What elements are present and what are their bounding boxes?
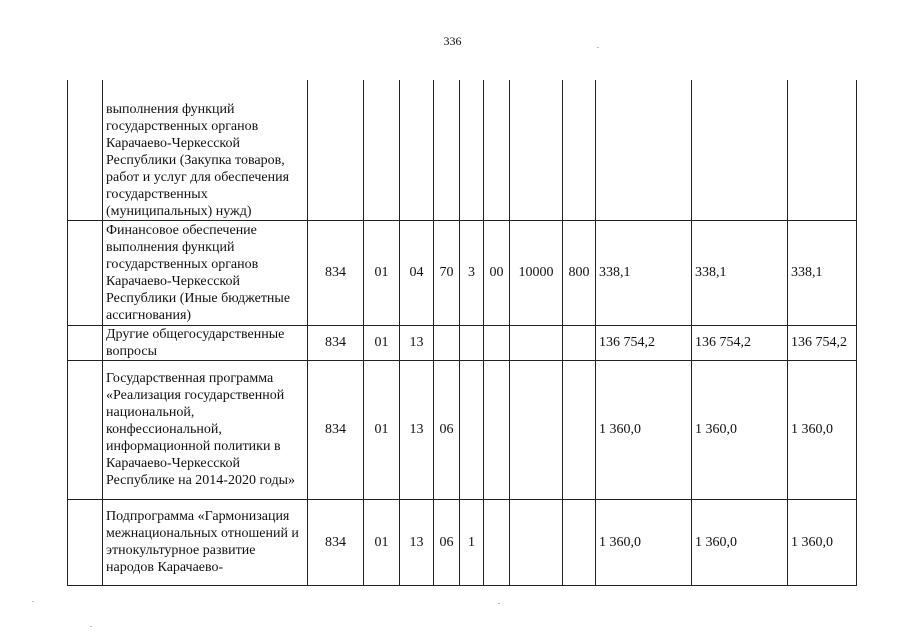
table-row [68,499,857,585]
subsection-cell: 13 [400,325,434,360]
target-code-1-cell: 06 [434,360,460,499]
sum-3-cell: 136 754,2 [788,325,857,360]
section-cell: 01 [364,499,400,585]
target-code-3-cell [484,499,510,585]
item-name-cell: Другие общегосударственные вопросы [103,325,308,360]
target-code-1-cell [434,325,460,360]
sum-1-cell: 136 754,2 [596,325,692,360]
target-code-2-cell: 3 [460,220,484,325]
item-name-cell: выполнения функций государственных органов Карачаево-Черкесской Республики (Закупка товаров, работ и услуг для обеспечения государственных (муниципальных) нужд) [103,80,308,220]
target-code-4-cell [510,80,563,220]
table-row [68,80,857,220]
expense-type-cell [563,80,596,220]
ved-cell [308,80,364,220]
sum-1-cell: 1 360,0 [596,360,692,499]
row-number-cell [68,80,103,220]
sum-1-cell [596,80,692,220]
subsection-cell: 13 [400,360,434,499]
target-code-3-cell [484,360,510,499]
target-code-2-cell [460,80,484,220]
sum-3-cell: 1 360,0 [788,499,857,585]
scan-speck [90,626,92,627]
page-number: 336 [443,34,462,48]
ved-cell: 834 [308,325,364,360]
item-name-cell: Государственная программа «Реализация государственной национальной, конфессиональной, информационной политики в Карачаево-Черкесской Республике на 2014-2020 годы» [103,360,308,499]
table-row [68,220,857,325]
subsection-cell: 04 [400,220,434,325]
sum-3-cell: 1 360,0 [788,360,857,499]
scan-speck [597,47,599,48]
row-number-cell [68,360,103,499]
sum-1-cell: 338,1 [596,220,692,325]
target-code-2-cell [460,325,484,360]
target-code-4-cell [510,360,563,499]
target-code-1-cell [434,80,460,220]
expense-type-cell [563,499,596,585]
subsection-cell [400,80,434,220]
target-code-2-cell: 1 [460,499,484,585]
expense-type-cell: 800 [563,220,596,325]
target-code-2-cell [460,360,484,499]
row-number-cell [68,220,103,325]
subsection-cell: 13 [400,499,434,585]
ved-cell: 834 [308,499,364,585]
target-code-4-cell [510,499,563,585]
ved-cell: 834 [308,220,364,325]
scan-speck [32,601,34,602]
target-code-4-cell: 10000 [510,220,563,325]
sum-2-cell: 1 360,0 [692,499,788,585]
expense-type-cell [563,360,596,499]
sum-2-cell: 136 754,2 [692,325,788,360]
sum-2-cell: 1 360,0 [692,360,788,499]
scan-speck [498,603,500,604]
expense-type-cell [563,325,596,360]
ved-cell: 834 [308,360,364,499]
row-number-cell [68,499,103,585]
target-code-3-cell: 00 [484,220,510,325]
table-row [68,360,857,499]
section-cell [364,80,400,220]
sum-2-cell: 338,1 [692,220,788,325]
target-code-4-cell [510,325,563,360]
section-cell: 01 [364,325,400,360]
sum-3-cell [788,80,857,220]
item-name-cell: Подпрограмма «Гармонизация межнациональных отношений и этнокультурное развитие народов Карачаево- [103,499,308,585]
section-cell: 01 [364,220,400,325]
item-name-cell: Финансовое обеспечение выполнения функций государственных органов Карачаево-Черкесской Республики (Иные бюджетные ассигнования) [103,220,308,325]
section-cell: 01 [364,360,400,499]
target-code-1-cell: 70 [434,220,460,325]
target-code-3-cell [484,325,510,360]
sum-3-cell: 338,1 [788,220,857,325]
row-number-cell [68,325,103,360]
budget-table [67,80,857,586]
target-code-1-cell: 06 [434,499,460,585]
target-code-3-cell [484,80,510,220]
table-row [68,325,857,360]
sum-1-cell: 1 360,0 [596,499,692,585]
sum-2-cell [692,80,788,220]
